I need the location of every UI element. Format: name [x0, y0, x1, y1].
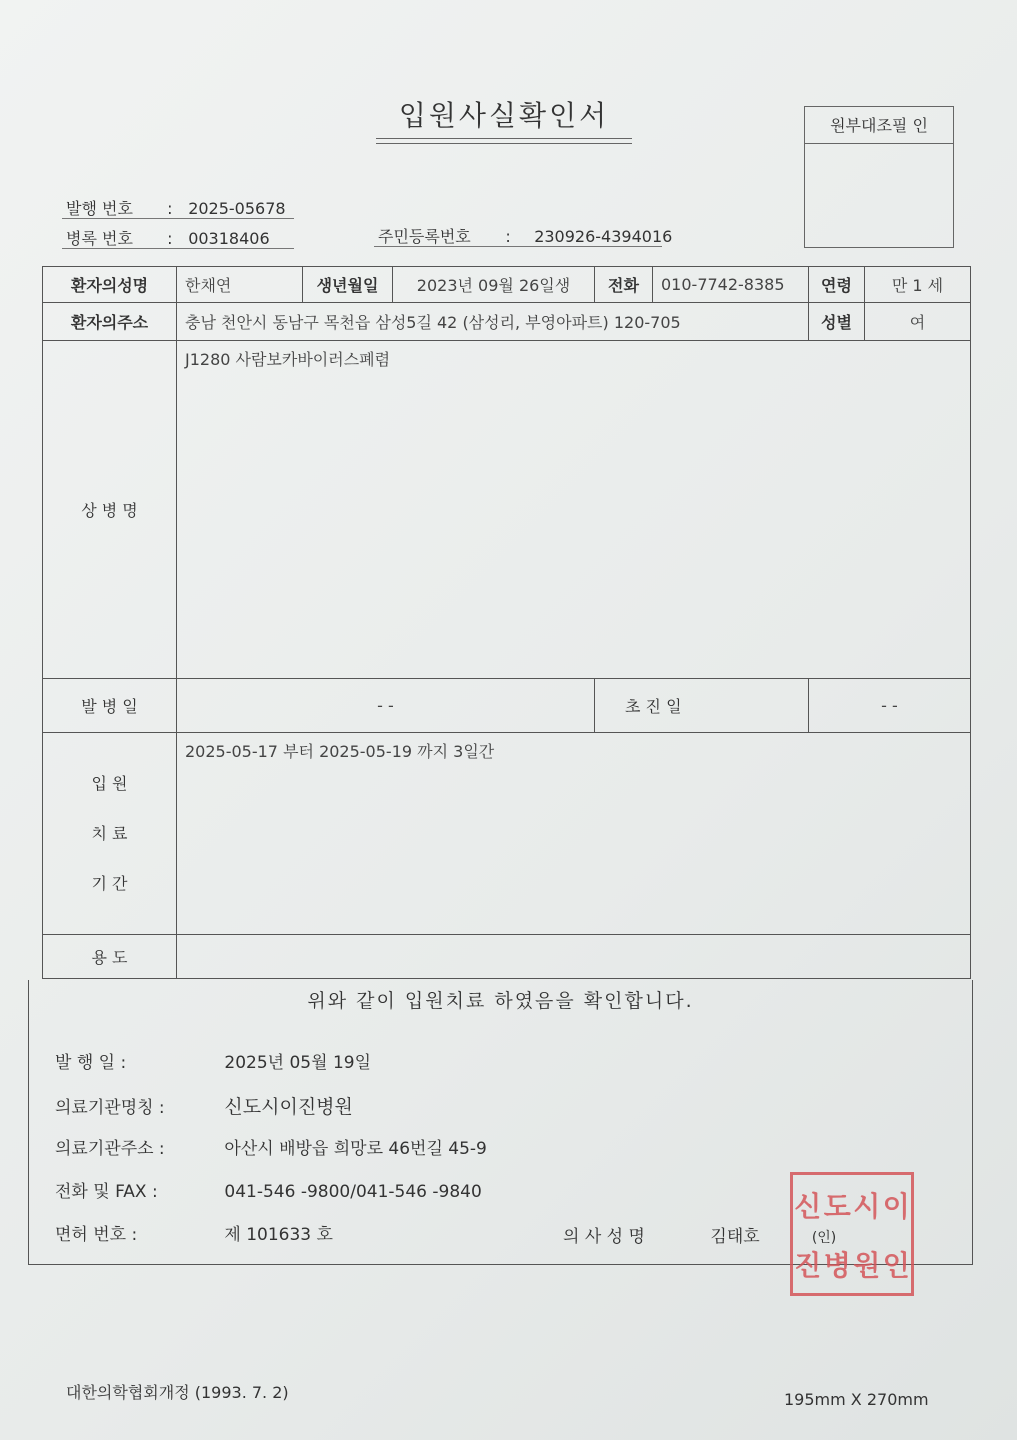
confirmation-statement: 위와 같이 입원치료 하였음을 확인합니다. — [307, 990, 694, 1012]
issue-date-row — [55, 1048, 371, 1073]
hospital-name-label: 의료기관명칭 : — [55, 1098, 165, 1118]
diagnosis-label: 상 병 명 — [43, 341, 177, 679]
title-underline-2 — [376, 143, 632, 144]
admission-label-line: 치 료 — [91, 823, 128, 843]
resident-number-value: 230926-4394016 — [534, 227, 673, 246]
admission-label-line: 기 간 — [91, 873, 128, 893]
resident-number: 주민등록번호 : 230926-4394016 — [378, 224, 672, 247]
hospital-address-label: 의료기관주소 : — [55, 1139, 165, 1159]
meta-underline — [62, 248, 294, 249]
purpose-label: 용 도 — [43, 935, 177, 979]
issue-number-label: 발행 번호 — [66, 199, 133, 218]
issue-number-value: 2025-05678 — [188, 199, 286, 218]
seal-box-label: 원부대조필 인 — [805, 107, 953, 144]
onset-label: 발 병 일 — [43, 679, 177, 733]
hospital-name: 신도시이진병원 — [224, 1096, 353, 1118]
first-visit-label: 초 진 일 — [595, 679, 809, 733]
meta-underline — [62, 218, 294, 219]
chart-number-value: 00318406 — [188, 229, 270, 248]
admission-period-label — [43, 733, 177, 935]
age-label: 연령 — [809, 267, 865, 303]
document-title: 입원사실확인서 — [398, 99, 610, 132]
chart-number: 병록 번호 : 00318406 — [66, 226, 270, 249]
resident-number-label: 주민등록번호 — [378, 227, 471, 246]
hospital-address: 아산시 배방읍 희망로 46번길 45-9 — [224, 1139, 487, 1159]
phone: 010-7742-8385 — [653, 267, 809, 303]
patient-info-table — [42, 266, 971, 979]
admission-label-line: 입 원 — [91, 773, 128, 793]
seal-mark: (인) — [811, 1230, 837, 1246]
license-number: 제 101633 호 — [224, 1225, 333, 1245]
issue-date-label: 발 행 일 : — [55, 1053, 127, 1073]
phone-fax: 041-546 -9800/041-546 -9840 — [224, 1182, 482, 1202]
hospital-seal-stamp — [790, 1172, 914, 1296]
sex: 여 — [865, 303, 971, 341]
doctor-name: 김태호 — [710, 1227, 760, 1247]
first-visit-date: - - — [809, 679, 971, 733]
sex-label: 성별 — [809, 303, 865, 341]
title-underline — [376, 138, 632, 139]
verification-seal-box — [804, 106, 954, 248]
chart-number-label: 병록 번호 — [66, 229, 133, 248]
address-label: 환자의주소 — [43, 303, 177, 341]
phone-fax-row — [55, 1177, 482, 1202]
stamp-char: 진 — [794, 1248, 822, 1282]
form-revision-note: 대한의학협회개정 (1993. 7. 2) — [66, 1383, 289, 1402]
onset-date: - - — [177, 679, 595, 733]
stamp-char: 인 — [882, 1248, 910, 1282]
phone-label: 전화 — [595, 267, 653, 303]
diagnosis: J1280 사람보카바이러스폐렴 — [177, 341, 971, 679]
address: 충남 천안시 동남구 목천읍 삼성5길 42 (삼성리, 부영아파트) 120-705 — [177, 303, 809, 341]
stamp-char: 원 — [853, 1248, 881, 1282]
stamp-char: 병 — [823, 1248, 851, 1282]
stamp-char: 도 — [823, 1189, 851, 1223]
stamp-char: 이 — [882, 1189, 910, 1223]
purpose — [177, 935, 971, 979]
patient-name: 한채연 — [177, 267, 303, 303]
hospital-name-row — [55, 1092, 353, 1119]
stamp-char: 신 — [794, 1189, 822, 1223]
stamp-char: 시 — [853, 1189, 881, 1223]
patient-name-label: 환자의성명 — [43, 267, 177, 303]
hospital-address-row — [55, 1134, 487, 1159]
birth-date-label: 생년월일 — [303, 267, 393, 303]
issue-number: 발행 번호 : 2025-05678 — [66, 196, 286, 219]
age: 만 1 세 — [865, 267, 971, 303]
meta-underline — [374, 246, 662, 247]
license-label: 면허 번호 : — [55, 1225, 138, 1245]
paper-size-note: 195mm X 270mm — [784, 1390, 929, 1409]
issue-date: 2025년 05월 19일 — [224, 1053, 372, 1073]
phone-fax-label: 전화 및 FAX : — [55, 1182, 158, 1202]
admission-period: 2025-05-17 부터 2025-05-19 까지 3일간 — [177, 733, 971, 935]
birth-date: 2023년 09월 26일생 — [393, 267, 595, 303]
doctor-label: 의 사 성 명 — [563, 1227, 645, 1247]
license-row — [55, 1220, 333, 1245]
